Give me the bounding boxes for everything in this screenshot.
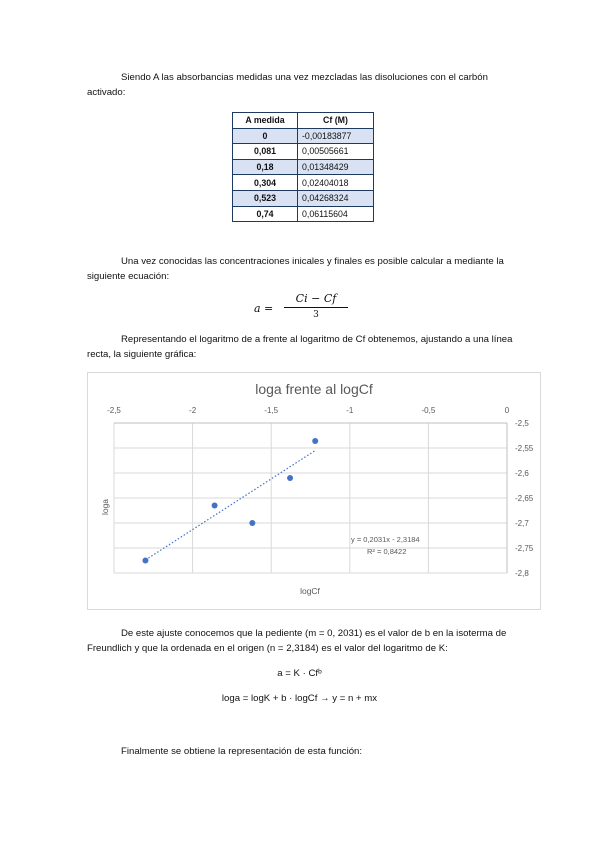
y-tick-label: -2,6: [515, 469, 529, 478]
table-row: [233, 159, 374, 175]
table-row: [233, 175, 374, 191]
fraction-bar: [284, 307, 348, 308]
x-tick-label: -2: [189, 406, 197, 415]
representation-paragraph: Representando el logaritmo de a frente al logaritmo de Cf obtenemos, ajustando a una línea recta, la siguiente gráfica:: [87, 334, 513, 360]
r-squared-label: R² = 0,8422: [367, 547, 407, 556]
x-tick-label: -1,5: [264, 406, 279, 415]
x-tick-label: -0,5: [421, 406, 436, 415]
cell-cf: -0,00183877: [298, 128, 374, 144]
x-tick-label: 0: [504, 406, 510, 415]
x-axis-title: logCf: [300, 586, 320, 596]
header-cf: Cf (M): [298, 113, 374, 129]
data-point: [287, 475, 293, 481]
y-tick-label: -2,75: [515, 544, 534, 553]
cell-a: 0,304: [233, 175, 298, 191]
chart-plot: [88, 373, 540, 609]
fit-paragraph: De este ajuste conocemos que la pediente (m = 0, 2031) es el valor de b en la isoterma de Freundlich y que la ordenada en el origen (n = 2,3184) es el valor del logaritmo de K:: [87, 628, 507, 654]
trend-equation-label: y = 0,2031x - 2,3184: [351, 535, 420, 544]
y-tick-label: -2,8: [515, 569, 529, 578]
cell-cf: 0,04268324: [298, 190, 374, 206]
equation-denominator: 3: [313, 310, 319, 320]
cell-cf: 0,00505661: [298, 144, 374, 160]
trendline: [145, 451, 315, 561]
table-row: [233, 206, 374, 222]
y-axis-title: loga: [100, 498, 110, 516]
cell-a: 0,523: [233, 190, 298, 206]
table-row: [233, 144, 374, 160]
cell-a: 0,74: [233, 206, 298, 222]
scatter-chart: [87, 372, 541, 610]
cell-a: 0: [233, 128, 298, 144]
final-paragraph: Finalmente se obtiene la representación de esta función:: [121, 746, 363, 757]
cell-cf: 0,06115604: [298, 206, 374, 222]
absorbance-table: [232, 112, 374, 222]
equation-numerator: Ci − Cf: [295, 292, 337, 305]
data-point: [212, 503, 218, 509]
y-tick-label: -2,7: [515, 519, 529, 528]
intro-paragraph: Siendo A las absorbancias medidas una vez mezcladas las disoluciones con el carbón activado:: [87, 72, 488, 98]
header-a-medida: A medida: [233, 113, 298, 129]
concentration-paragraph: Una vez conocidas las concentraciones inicales y finales es posible calcular a mediante la siguiente ecuación:: [87, 256, 504, 282]
cell-cf: 0,02404018: [298, 175, 374, 191]
table-row: [233, 128, 374, 144]
log-formula: loga = logK + b · logCf → y = n + mx: [221, 693, 378, 704]
table-header-row: [233, 113, 374, 129]
cell-cf: 0,01348429: [298, 159, 374, 175]
y-tick-label: -2,55: [515, 444, 534, 453]
data-point: [249, 520, 255, 526]
adsorption-equation: [254, 290, 394, 324]
x-tick-label: -2,5: [107, 406, 121, 415]
x-tick-label: -1: [346, 406, 354, 415]
cell-a: 0,18: [233, 159, 298, 175]
equation-lhs: a =: [254, 302, 274, 315]
chart-title: loga frente al logCf: [255, 381, 373, 397]
freundlich-formula: a = K · Cfᵇ: [277, 668, 322, 679]
y-tick-label: -2,65: [515, 494, 534, 503]
cell-a: 0,081: [233, 144, 298, 160]
data-point: [312, 438, 318, 444]
table-row: [233, 190, 374, 206]
data-point: [142, 558, 148, 564]
y-tick-label: -2,5: [515, 419, 529, 428]
